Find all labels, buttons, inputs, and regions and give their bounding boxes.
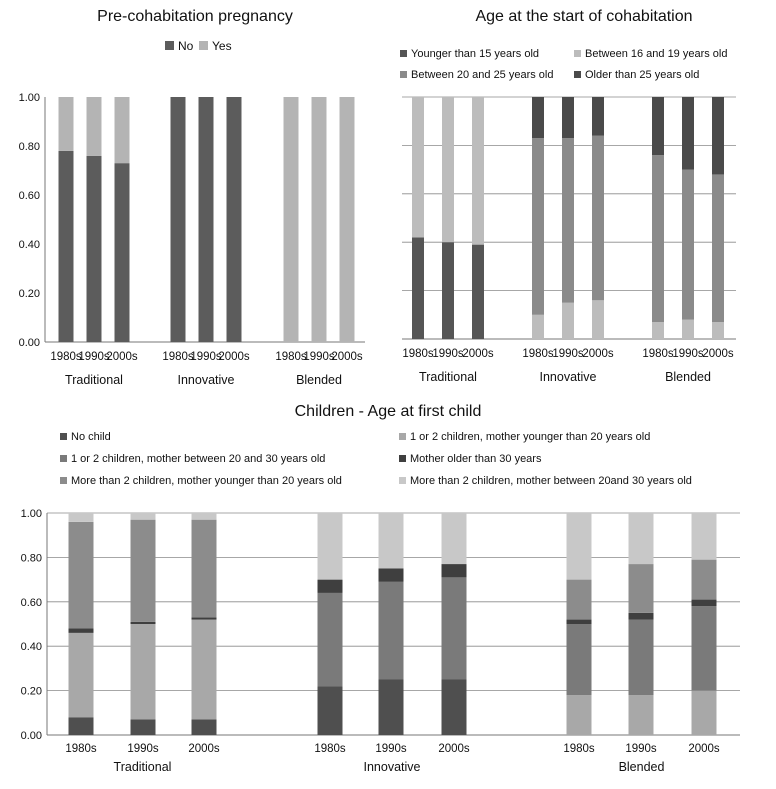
age-bar-segment [562, 97, 574, 138]
children-bar-segment [69, 522, 94, 629]
pregnancy-chart [0, 0, 390, 396]
children-bar-segment [567, 624, 592, 695]
children-bar-segment [567, 513, 592, 580]
age-category-label: 2000s [462, 348, 494, 360]
children-legend-swatch [60, 477, 67, 484]
children-bar-segment [192, 719, 217, 735]
pregnancy-bar-segment [284, 97, 299, 342]
children-legend-swatch [60, 455, 67, 462]
age-bar-segment [682, 320, 694, 339]
age-category-label: 1990s [672, 348, 704, 360]
pregnancy-ytick-label: 0.60 [18, 190, 40, 202]
pregnancy-ytick-label: 0.00 [18, 337, 40, 349]
children-bar-segment [379, 513, 404, 569]
children-bar-segment [192, 513, 217, 520]
pregnancy-legend-swatch [165, 41, 174, 50]
pregnancy-group-label: Traditional [65, 373, 123, 387]
pregnancy-category-label: 2000s [218, 351, 250, 363]
pregnancy-bar-segment [115, 97, 130, 163]
children-ytick-label: 0.20 [20, 685, 42, 698]
children-bar-segment [567, 620, 592, 624]
children-bar-segment [318, 686, 343, 735]
pregnancy-bar-segment [171, 97, 186, 342]
children-ytick-label: 1.00 [20, 508, 42, 520]
pregnancy-legend-label: No [178, 39, 194, 53]
children-ytick-label: 0.00 [20, 730, 42, 742]
children-group-label: Innovative [363, 760, 421, 774]
children-legend-label: More than 2 children, mother younger than 20 years old [71, 475, 342, 487]
pregnancy-panel [0, 0, 390, 396]
age-legend-swatch [400, 50, 407, 57]
pregnancy-category-label: 2000s [331, 351, 363, 363]
children-ytick-label: 0.40 [20, 641, 42, 654]
age-legend-swatch [574, 50, 581, 57]
age-bar-segment [712, 322, 724, 339]
children-category-label: 1980s [65, 743, 97, 755]
age-bar-segment [592, 136, 604, 301]
age-group-label: Innovative [539, 370, 597, 384]
children-category-label: 1990s [375, 743, 407, 755]
age-title: Age at the start of cohabitation [475, 8, 693, 25]
children-bar-segment [192, 620, 217, 720]
children-bar-segment [629, 513, 654, 564]
children-bar-segment [318, 513, 343, 580]
age-bar-segment [532, 97, 544, 138]
pregnancy-group-label: Blended [296, 373, 342, 387]
children-category-label: 2000s [688, 743, 720, 755]
children-bar-segment [692, 600, 717, 607]
age-panel [392, 0, 776, 396]
pregnancy-title: Pre-cohabitation pregnancy [97, 8, 293, 25]
age-legend-label: Older than 25 years old [585, 69, 700, 81]
pregnancy-ytick-label: 0.80 [18, 141, 40, 153]
children-bar-segment [379, 569, 404, 582]
children-ytick-label: 0.80 [20, 552, 42, 565]
age-bar-segment [562, 303, 574, 339]
children-category-label: 1980s [314, 743, 346, 755]
children-legend-label: 1 or 2 children, mother younger than 20 years old [410, 431, 651, 443]
children-bar-segment [442, 513, 467, 564]
pregnancy-bar-segment [227, 97, 242, 342]
pregnancy-legend-label: Yes [212, 39, 232, 53]
children-bar-segment [629, 564, 654, 613]
children-bar-segment [442, 680, 467, 736]
children-bar-segment [192, 520, 217, 618]
children-bar-segment [131, 513, 156, 520]
children-bar-segment [442, 577, 467, 679]
age-group-label: Blended [665, 370, 711, 384]
age-category-label: 1980s [402, 348, 434, 360]
children-bar-segment [629, 620, 654, 695]
children-ytick-label: 0.60 [20, 596, 42, 609]
children-bar-segment [442, 564, 467, 577]
age-bar-segment [652, 155, 664, 322]
age-group-label: Traditional [419, 370, 477, 384]
pregnancy-bar-segment [59, 97, 74, 151]
pregnancy-ytick-label: 0.20 [18, 288, 40, 300]
children-bar-segment [192, 617, 217, 619]
children-bar-segment [379, 680, 404, 736]
age-bar-segment [712, 97, 724, 174]
age-legend-swatch [574, 71, 581, 78]
pregnancy-bar-segment [199, 97, 214, 342]
pregnancy-category-label: 1990s [190, 351, 222, 363]
age-category-label: 1980s [642, 348, 674, 360]
age-bar-segment [412, 97, 424, 237]
children-bar-segment [131, 622, 156, 624]
pregnancy-category-label: 2000s [106, 351, 138, 363]
pregnancy-bar-segment [115, 163, 130, 342]
age-bar-segment [532, 138, 544, 315]
children-bar-segment [69, 717, 94, 735]
age-bar-segment [682, 97, 694, 170]
children-bar-segment [567, 580, 592, 620]
pregnancy-bar-segment [340, 97, 355, 342]
children-panel [0, 398, 776, 784]
age-bar-segment [652, 322, 664, 339]
age-bar-segment [412, 237, 424, 339]
children-bar-segment [692, 560, 717, 600]
age-bar-segment [682, 170, 694, 320]
children-category-label: 1990s [127, 743, 159, 755]
children-bar-segment [318, 593, 343, 686]
children-group-label: Blended [618, 760, 665, 774]
age-category-label: 2000s [582, 348, 614, 360]
age-bar-segment [592, 97, 604, 136]
children-legend-label: 1 or 2 children, mother between 20 and 30 years old [71, 453, 326, 465]
children-bar-segment [69, 633, 94, 717]
children-bar-segment [567, 695, 592, 735]
pregnancy-ytick-label: 1.00 [18, 92, 40, 104]
children-bar-segment [692, 606, 717, 690]
age-bar-segment [592, 300, 604, 339]
age-legend-label: Between 16 and 19 years old [585, 48, 728, 60]
pregnancy-bar-segment [59, 151, 74, 342]
age-bar-segment [472, 97, 484, 245]
children-legend-swatch [399, 433, 406, 440]
children-bar-segment [692, 691, 717, 735]
pregnancy-bar-segment [87, 156, 102, 342]
age-category-label: 1990s [432, 348, 464, 360]
children-bar-segment [629, 613, 654, 620]
children-bar-segment [692, 513, 717, 560]
age-bar-segment [532, 315, 544, 339]
children-category-label: 1990s [625, 743, 657, 755]
age-category-label: 2000s [702, 348, 734, 360]
age-bar-segment [472, 245, 484, 339]
pregnancy-ytick-label: 0.40 [18, 239, 40, 251]
children-bar-segment [318, 580, 343, 593]
pregnancy-legend-swatch [199, 41, 208, 50]
children-legend-swatch [60, 433, 67, 440]
age-bar-segment [442, 242, 454, 339]
age-legend-label: Between 20 and 25 years old [411, 69, 554, 81]
age-bar-segment [712, 174, 724, 322]
children-legend-label: More than 2 children, mother between 20and 30 years old [410, 475, 692, 487]
children-legend-swatch [399, 477, 406, 484]
children-chart [0, 398, 776, 784]
pregnancy-category-label: 1980s [50, 351, 82, 363]
children-bar-segment [629, 695, 654, 735]
children-bar-segment [131, 719, 156, 735]
age-category-label: 1980s [522, 348, 554, 360]
children-category-label: 1980s [563, 743, 595, 755]
pregnancy-category-label: 1980s [162, 351, 194, 363]
pregnancy-bar-segment [87, 97, 102, 156]
age-bar-segment [562, 138, 574, 303]
children-bar-segment [131, 624, 156, 719]
age-chart [392, 0, 776, 396]
children-category-label: 2000s [438, 743, 470, 755]
pregnancy-category-label: 1990s [78, 351, 110, 363]
age-legend-swatch [400, 71, 407, 78]
age-bar-segment [652, 97, 664, 155]
pregnancy-group-label: Innovative [177, 373, 235, 387]
children-bar-segment [69, 513, 94, 522]
children-legend-swatch [399, 455, 406, 462]
pregnancy-category-label: 1980s [275, 351, 307, 363]
age-bar-segment [442, 97, 454, 242]
children-legend-label: Mother older than 30 years [410, 453, 542, 465]
children-group-label: Traditional [113, 760, 172, 774]
children-legend-label: No child [71, 431, 111, 443]
age-legend-label: Younger than 15 years old [411, 48, 540, 60]
pregnancy-category-label: 1990s [303, 351, 335, 363]
pregnancy-bar-segment [312, 97, 327, 342]
children-title: Children - Age at first child [294, 403, 482, 420]
children-category-label: 2000s [188, 743, 220, 755]
children-bar-segment [131, 520, 156, 622]
children-bar-segment [379, 582, 404, 680]
children-bar-segment [69, 628, 94, 632]
age-category-label: 1990s [552, 348, 584, 360]
